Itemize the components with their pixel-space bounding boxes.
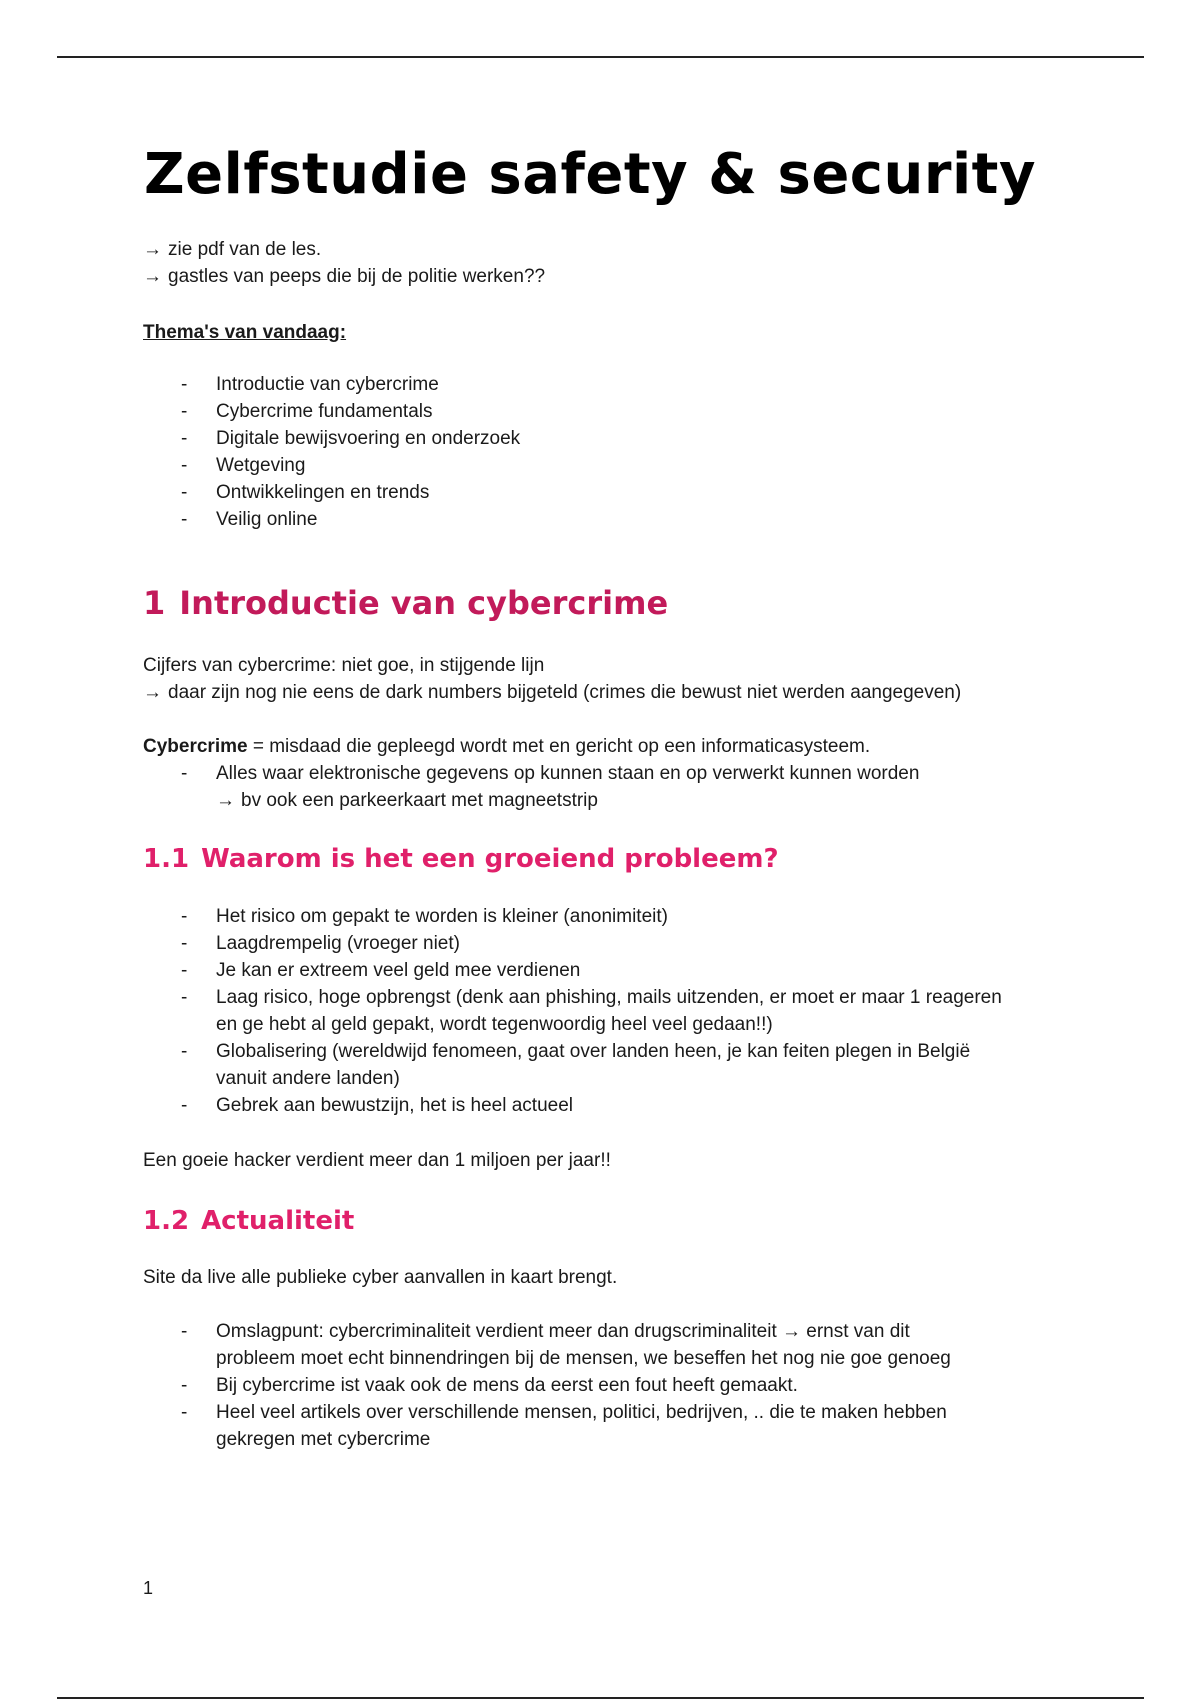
arrow-right-icon: →: [143, 266, 162, 287]
list-item: - Laag risico, hoge opbrengst (denk aan phishing, mails uitzenden, er moet er maar 1 reageren en ge hebt al geld gepakt, wordt tegenwoordig heel veel gedaan!!): [143, 984, 1002, 1038]
definition-arrow-line: → bv ook een parkeerkaart met magneetstrip: [216, 790, 598, 811]
list-item: - Veilig online: [143, 506, 520, 533]
page-title: Zelfstudie safety & security: [144, 142, 1036, 207]
reasons-list: [143, 903, 1002, 1119]
list-item: - Het risico om gepakt te worden is kleiner (anonimiteit): [143, 903, 1002, 930]
list-item: - Je kan er extreem veel geld mee verdienen: [143, 957, 1002, 984]
section-1-2-intro: [143, 1264, 617, 1291]
arrow-right-icon: →: [216, 790, 235, 811]
paragraph: Cijfers van cybercrime: niet goe, in stijgende lijn: [143, 655, 545, 676]
list-item: - Bij cybercrime ist vaak ook de mens da eerst een fout heeft gemaakt.: [143, 1372, 951, 1399]
arrow-right-icon: →: [143, 239, 162, 260]
themes-heading: Thema's van vandaag:: [143, 322, 347, 343]
intro-line: → zie pdf van de les.: [143, 239, 322, 260]
page-number: 1: [143, 1578, 154, 1598]
themes-list-block: [143, 371, 520, 533]
paragraph: Site da live alle publieke cyber aanvallen in kaart brengt.: [143, 1267, 618, 1288]
intro-notes: [143, 236, 545, 290]
list-item: - Wetgeving: [143, 452, 520, 479]
definition-line: Cybercrime = misdaad die gepleegd wordt met en gericht op een informaticasysteem.: [143, 736, 871, 757]
list-item: - Laagdrempelig (vroeger niet): [143, 930, 1002, 957]
section-1-1-heading: 1.1 Waarom is het een groeiend probleem?: [143, 844, 779, 874]
list-item: - Globalisering (wereldwijd fenomeen, gaat over landen heen, je kan feiten plegen in België vanuit andere landen): [143, 1038, 1002, 1092]
cybercrime-definition: [143, 733, 919, 814]
definition-term: Cybercrime: [143, 736, 248, 757]
page-bottom-rule: [57, 1697, 1144, 1699]
list-item: - Gebrek aan bewustzijn, het is heel actueel: [143, 1092, 1002, 1119]
paragraph: → daar zijn nog nie eens de dark numbers bijgeteld (crimes die bewust niet werden aangegeven): [143, 682, 962, 703]
intro-line: → gastles van peeps die bij de politie werken??: [143, 266, 546, 287]
section-1-2-heading: 1.2 Actualiteit: [143, 1206, 355, 1236]
section-1-intro: [143, 652, 961, 706]
section-1-1-closing: [143, 1147, 611, 1174]
arrow-right-icon: →: [143, 682, 162, 703]
list-item: - Heel veel artikels over verschillende mensen, politici, bedrijven, .. die te maken hebben gekregen met cybercrime: [143, 1399, 951, 1453]
list-item: - Digitale bewijsvoering en onderzoek: [143, 425, 520, 452]
themes-heading-block: [143, 319, 346, 346]
list-item: - Cybercrime fundamentals: [143, 398, 520, 425]
section-1-heading: 1 Introductie van cybercrime: [143, 584, 669, 622]
list-item: - Alles waar elektronische gegevens op kunnen staan en op verwerkt kunnen worden: [143, 760, 919, 787]
section-1-1-list-block: [143, 903, 1002, 1119]
list-item: - Omslagpunt: cybercriminaliteit verdient meer dan drugscriminaliteit → ernst van dit probleem moet echt binnendringen bij de mensen, we beseffen het nog nie goe genoeg: [143, 1318, 951, 1372]
actuality-list: [143, 1318, 951, 1453]
paragraph: Een goeie hacker verdient meer dan 1 miljoen per jaar!!: [143, 1150, 611, 1171]
page-top-rule: [57, 56, 1144, 58]
list-item: - Ontwikkelingen en trends: [143, 479, 520, 506]
list-item: - Introductie van cybercrime: [143, 371, 520, 398]
definition-list: [143, 760, 919, 787]
themes-list: [143, 371, 520, 533]
section-1-2-list-block: [143, 1318, 951, 1453]
